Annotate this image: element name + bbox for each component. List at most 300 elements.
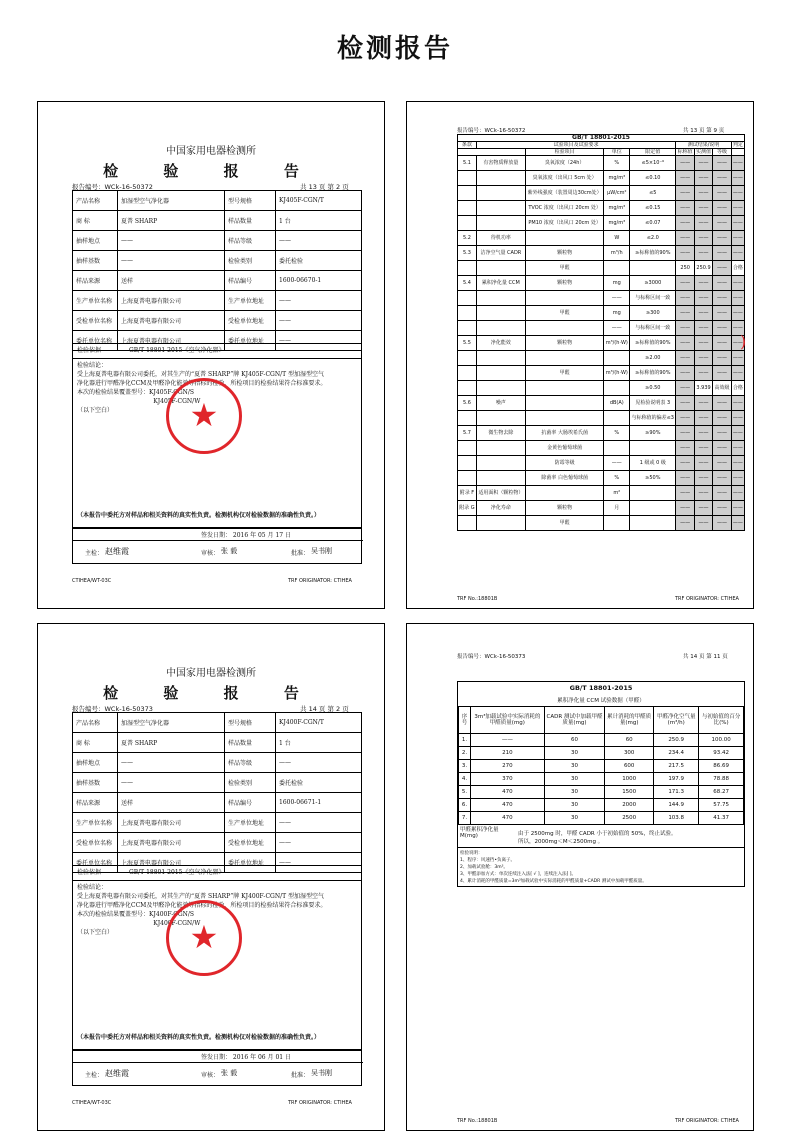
reviewer-name: 张 毅 xyxy=(221,547,238,555)
std-cell: ≤0.15 xyxy=(630,201,676,216)
std-cell: —— xyxy=(713,516,731,531)
std-row xyxy=(458,471,745,486)
info-label: 受检单位名称 xyxy=(73,833,118,853)
std-cell: —— xyxy=(694,186,712,201)
std-cell: —— xyxy=(713,351,731,366)
ccm-cell: 6. xyxy=(459,799,471,812)
std-cell xyxy=(476,471,525,486)
std-cell: m² xyxy=(604,486,630,501)
std-cell xyxy=(476,366,525,381)
std-cell: —— xyxy=(676,441,694,456)
info-label: 生产单位地址 xyxy=(225,291,276,311)
reviewer-name: 张 毅 xyxy=(221,1069,238,1077)
info-row xyxy=(73,833,362,853)
std-cell: —— xyxy=(731,216,744,231)
std-cell: —— xyxy=(676,171,694,186)
std-cell: —— xyxy=(694,366,712,381)
std-cell: —— xyxy=(713,456,731,471)
info-value: 委托检验 xyxy=(276,773,362,793)
std-cell: —— xyxy=(676,516,694,531)
std-cell xyxy=(630,261,676,276)
info-value: 1600-06671-1 xyxy=(276,793,362,813)
std-cell: —— xyxy=(694,156,712,171)
std-row xyxy=(458,516,745,531)
std-cell: —— xyxy=(713,306,731,321)
std-cell xyxy=(525,321,604,336)
std-cell: 除菌率 白色葡萄球菌 xyxy=(525,471,604,486)
sign-box xyxy=(72,528,362,564)
std-cell xyxy=(458,171,477,186)
ccm-frame xyxy=(457,681,745,887)
std-cell: 5.2 xyxy=(458,231,477,246)
ccm-cell: 5. xyxy=(459,786,471,799)
reviewer-label: 审核： xyxy=(201,550,220,557)
conclusion-line: KJ405F-CGN/W xyxy=(77,398,201,405)
ccm-cell: 57.75 xyxy=(699,799,744,812)
page-title: 检测报告 xyxy=(336,34,453,64)
std-cell xyxy=(525,396,604,411)
std-cell: 紫外线强度（装置周边30cm处） xyxy=(525,186,604,201)
ccm-cell: 234.4 xyxy=(654,747,699,760)
info-row xyxy=(73,773,362,793)
std-head: 条款 xyxy=(458,142,477,149)
std-cell: 抗菌率 大肠埃希氏菌 xyxy=(525,426,604,441)
signer-label: 主检： xyxy=(85,550,104,557)
std-cell: ≥标称值的90% xyxy=(630,336,676,351)
ccm-cell: 217.5 xyxy=(654,760,699,773)
info-label: 委托单位地址 xyxy=(225,331,276,351)
std-cell: 附录 G xyxy=(458,501,477,516)
std-cell: m³/h xyxy=(604,246,630,261)
sign-box xyxy=(72,1050,362,1086)
std-cell: —— xyxy=(676,471,694,486)
std-cell: W xyxy=(604,231,630,246)
std-cell: 甲醛 xyxy=(525,261,604,276)
std-subhead: 实测值 xyxy=(696,149,712,155)
std-cell: 适用面积（颗粒物） xyxy=(476,486,525,501)
info-label: 型号规格 xyxy=(225,191,276,211)
std-cell: —— xyxy=(694,411,712,426)
ccm-cell: 1. xyxy=(459,734,471,747)
basis-row xyxy=(72,343,362,359)
std-cell xyxy=(458,201,477,216)
info-value: 1 台 xyxy=(276,211,362,231)
std-cell: 累积净化量 CCM xyxy=(476,276,525,291)
ccm-cell: 1500 xyxy=(605,786,654,799)
std-cell: —— xyxy=(676,501,694,516)
test-notes xyxy=(460,850,647,885)
std-cell xyxy=(458,186,477,201)
info-row xyxy=(73,753,362,773)
info-value: 上海夏普电器有限公司 xyxy=(118,813,225,833)
std-cell: ≤2.0 xyxy=(630,231,676,246)
std-cell: 防霉等级 xyxy=(525,456,604,471)
std-cell xyxy=(604,516,630,531)
info-label: 样品来源 xyxy=(73,271,118,291)
info-value: —— xyxy=(118,251,225,271)
std-cell: —— xyxy=(676,321,694,336)
std-cell: 250.9 xyxy=(694,261,712,276)
std-cell: 1 级或 0 级 xyxy=(630,456,676,471)
report-number: 报告编号：WCk-16-50373 xyxy=(72,705,153,713)
std-cell xyxy=(525,291,604,306)
std-cell: —— xyxy=(676,381,694,396)
ccm-cell: 370 xyxy=(471,773,545,786)
std-cell: —— xyxy=(694,306,712,321)
ccm-head-row xyxy=(459,707,744,734)
std-cell xyxy=(476,291,525,306)
info-label: 抽样地点 xyxy=(73,231,118,251)
std-cell: 甲醛 xyxy=(525,366,604,381)
std-cell: ≥90% xyxy=(630,426,676,441)
ccm-text-1: 由于 2500mg 时，甲醛 CADR 小于初始值的 50%，终止试验。 xyxy=(518,831,677,837)
info-row xyxy=(73,291,362,311)
ccm-cell: 78.88 xyxy=(699,773,744,786)
std-cell: —— xyxy=(694,471,712,486)
ccm-cell: 30 xyxy=(544,747,605,760)
info-row xyxy=(73,733,362,753)
std-cell xyxy=(458,471,477,486)
std-cell: —— xyxy=(694,276,712,291)
info-label: 样品等级 xyxy=(225,753,276,773)
std-cell: —— xyxy=(731,276,744,291)
std-cell: —— xyxy=(694,396,712,411)
std-cell: —— xyxy=(676,156,694,171)
std-cell: mg/m³ xyxy=(604,216,630,231)
std-cell: 颗粒物 xyxy=(525,246,604,261)
std-cell: ≥300 xyxy=(630,306,676,321)
std-cell xyxy=(604,351,630,366)
std-cell: m³/(h·W) xyxy=(604,366,630,381)
info-value: 上海夏普电器有限公司 xyxy=(118,331,225,351)
std-row xyxy=(458,411,745,426)
report-sheet-1 xyxy=(37,101,385,609)
std-cell: —— xyxy=(694,351,712,366)
report-number: 报告编号：WCk-16-50372 xyxy=(457,128,526,134)
std-cell: —— xyxy=(694,201,712,216)
std-cell xyxy=(604,381,630,396)
info-label: 检验类别 xyxy=(225,251,276,271)
std-cell: —— xyxy=(731,321,744,336)
std-subhead-blank xyxy=(458,149,526,156)
std-cell: ≥2.00 xyxy=(630,351,676,366)
std-cell: —— xyxy=(731,441,744,456)
std-cell: 净化能效 xyxy=(476,336,525,351)
ccm-cell: 30 xyxy=(544,786,605,799)
issue-date: 签发日期： 2016 年 05 月 17 日 xyxy=(201,532,291,539)
ccm-row xyxy=(459,786,744,799)
institute-name: 中国家用电器检测所 xyxy=(166,146,256,157)
std-cell: 甲醛 xyxy=(525,516,604,531)
info-label: 委托单位地址 xyxy=(225,853,276,873)
info-value: 送样 xyxy=(118,793,225,813)
info-label: 样品来源 xyxy=(73,793,118,813)
std-subhead: 单位 xyxy=(604,149,630,156)
info-value: 送样 xyxy=(118,271,225,291)
std-row xyxy=(458,306,745,321)
std-cell: —— xyxy=(713,471,731,486)
basis-value: GB/T 18801-2015《空气净化器》 xyxy=(128,869,225,876)
std-cell: —— xyxy=(713,411,731,426)
std-cell: —— xyxy=(713,426,731,441)
std-cell: —— xyxy=(694,246,712,261)
info-value: KJ405F-CGN/T xyxy=(276,191,362,211)
info-label: 样品数量 xyxy=(225,733,276,753)
ccm-cell: 470 xyxy=(471,786,545,799)
std-cell xyxy=(476,201,525,216)
std-cell xyxy=(476,321,525,336)
std-row xyxy=(458,171,745,186)
std-cell: 颗粒物 xyxy=(525,501,604,516)
std-cell: —— xyxy=(731,516,744,531)
std-cell: ≥标称值的90% xyxy=(630,366,676,381)
std-cell: —— xyxy=(694,486,712,501)
info-label: 生产单位名称 xyxy=(73,291,118,311)
std-cell: —— xyxy=(713,276,731,291)
std-subhead-blank xyxy=(731,149,744,156)
std-cell: 金黄色葡萄球菌 xyxy=(525,441,604,456)
info-row xyxy=(73,211,362,231)
std-cell: —— xyxy=(713,216,731,231)
ccm-cell: 41.37 xyxy=(699,812,744,825)
ccm-data-sheet xyxy=(406,623,754,1131)
std-cell: 微生物去除 xyxy=(476,426,525,441)
std-cell xyxy=(630,486,676,501)
ccm-cell: 270 xyxy=(471,760,545,773)
std-subhead: 等级 xyxy=(713,149,731,156)
info-label: 样品编号 xyxy=(225,793,276,813)
std-cell: 3.939 xyxy=(694,381,712,396)
std-cell: —— xyxy=(676,366,694,381)
std-row xyxy=(458,246,745,261)
info-value: —— xyxy=(276,291,362,311)
std-cell: —— xyxy=(731,246,744,261)
info-label: 样品数量 xyxy=(225,211,276,231)
info-label: 抽样基数 xyxy=(73,251,118,271)
page-info: 共 14 页 第 11 页 xyxy=(683,654,728,660)
std-cell: —— xyxy=(676,216,694,231)
ccm-row xyxy=(459,734,744,747)
conclusion-line: 本次的检验结果覆盖型号：KJ400F-CGN/S xyxy=(77,911,195,918)
std-cell xyxy=(458,366,477,381)
info-row xyxy=(73,191,362,211)
std-cell xyxy=(630,441,676,456)
std-cell xyxy=(476,261,525,276)
info-value: —— xyxy=(276,753,362,773)
seal-edge-mark: ) xyxy=(740,332,747,351)
std-cell: ≤5×10⁻⁶ xyxy=(630,156,676,171)
std-cell: 与标称区间一致 xyxy=(630,321,676,336)
info-row xyxy=(73,813,362,833)
std-row xyxy=(458,156,745,171)
basis-label: 检验依据 xyxy=(77,347,102,354)
info-value: —— xyxy=(118,231,225,251)
std-cell: —— xyxy=(713,486,731,501)
std-cell: —— xyxy=(731,306,744,321)
ccm-cell: 103.8 xyxy=(654,812,699,825)
std-cell: —— xyxy=(604,456,630,471)
std-cell xyxy=(458,321,477,336)
info-value: KJ400F-CGN/T xyxy=(276,713,362,733)
std-head: 试验项目及试验要求 xyxy=(476,142,676,149)
std-cell: 与标称值的偏差≤3 xyxy=(630,411,676,426)
std-row xyxy=(458,456,745,471)
page-info: 共 13 页 第 2 页 xyxy=(300,183,349,191)
info-row xyxy=(73,231,362,251)
standard-results-sheet xyxy=(406,101,754,609)
ccm-cell: 210 xyxy=(471,747,545,760)
conclusion-line: 受上海夏普电器有限公司委托，对其生产的“夏普 SHARP”牌 KJ405F-CGN/T 型加湿型空气 xyxy=(77,371,325,378)
std-cell: —— xyxy=(731,156,744,171)
std-cell: 见检验说明表 3 xyxy=(630,396,676,411)
info-label: 抽样基数 xyxy=(73,773,118,793)
ccm-cell: 60 xyxy=(544,734,605,747)
std-cell xyxy=(476,216,525,231)
std-cell xyxy=(476,351,525,366)
std-cell: —— xyxy=(731,336,744,351)
std-cell: —— xyxy=(713,321,731,336)
approver-name: 吴书刚 xyxy=(311,1069,332,1077)
footer-right: TRF ORIGINATOR: CTIHEA xyxy=(288,578,352,584)
ccm-cell: —— xyxy=(471,734,545,747)
std-cell: 5.3 xyxy=(458,246,477,261)
footer-right: TRF ORIGINATOR: CTIHEA xyxy=(675,1118,739,1124)
std-cell xyxy=(604,441,630,456)
std-cell: 附录 F xyxy=(458,486,477,501)
std-cell: mg xyxy=(604,306,630,321)
info-label: 受检单位名称 xyxy=(73,311,118,331)
std-cell xyxy=(458,351,477,366)
note-line: 4、累计消耗的甲醛质量=3m³加载试验中实际消耗的甲醛质量+CADR 测试中加载甲醛质量。 xyxy=(460,879,647,884)
std-cell xyxy=(525,486,604,501)
std-cell: 月 xyxy=(604,501,630,516)
std-title-row xyxy=(458,135,745,142)
ccm-cell: 250.9 xyxy=(654,734,699,747)
std-cell xyxy=(604,261,630,276)
std-row xyxy=(458,351,745,366)
ccm-cell: 197.9 xyxy=(654,773,699,786)
conclusion-line: （以下空白） xyxy=(77,929,114,936)
info-table xyxy=(72,190,362,351)
std-cell: —— xyxy=(713,246,731,261)
std-cell: ≤0.07 xyxy=(630,216,676,231)
std-cell: —— xyxy=(713,396,731,411)
std-row xyxy=(458,291,745,306)
std-cell: dB(A) xyxy=(604,396,630,411)
basis-label: 检验依据 xyxy=(77,869,102,876)
std-row xyxy=(458,276,745,291)
info-label: 商 标 xyxy=(73,733,118,753)
info-row xyxy=(73,793,362,813)
std-cell: —— xyxy=(604,321,630,336)
ccm-cell: 7. xyxy=(459,812,471,825)
ccm-row xyxy=(459,812,744,825)
ccm-label: 甲醛累积净化量 M(mg) xyxy=(460,827,499,839)
std-row xyxy=(458,486,745,501)
info-value: 加湿型空气净化器 xyxy=(118,713,225,733)
conclusion-label: 检验结论： xyxy=(77,884,108,891)
info-value: 委托检验 xyxy=(276,251,362,271)
std-cell: —— xyxy=(676,306,694,321)
ccm-cell: 30 xyxy=(544,812,605,825)
ccm-cell: 470 xyxy=(471,812,545,825)
reviewer-label: 审核： xyxy=(201,1072,220,1079)
std-cell: —— xyxy=(676,291,694,306)
std-cell: % xyxy=(604,426,630,441)
info-table xyxy=(72,712,362,873)
std-cell: —— xyxy=(731,291,744,306)
ccm-cell: 600 xyxy=(605,760,654,773)
std-cell: —— xyxy=(731,186,744,201)
std-cell: —— xyxy=(731,201,744,216)
ccm-result-row xyxy=(458,824,744,848)
std-cell: —— xyxy=(713,156,731,171)
report-number: 报告编号：WCk-16-50373 xyxy=(457,654,526,660)
std-cell: 臭氧浓度（出风口 5cm 处） xyxy=(525,171,604,186)
info-value: —— xyxy=(276,833,362,853)
info-label: 样品等级 xyxy=(225,231,276,251)
std-cell: 5.1 xyxy=(458,156,477,171)
info-value: —— xyxy=(276,231,362,251)
std-cell xyxy=(525,381,604,396)
disclaimer: （本报告中委托方对样品和相关资料的真实性负责。检测机构仅对检验数据的准确性负责。） xyxy=(77,512,321,519)
info-value: 上海夏普电器有限公司 xyxy=(118,853,225,873)
std-cell: —— xyxy=(604,291,630,306)
info-value: 上海夏普电器有限公司 xyxy=(118,311,225,331)
std-cell xyxy=(476,441,525,456)
signer-name: 赵维霞 xyxy=(105,547,129,556)
note-line: 2、加载试验舱：3m³。 xyxy=(460,865,508,870)
info-label: 型号规格 xyxy=(225,713,276,733)
std-cell xyxy=(458,261,477,276)
std-cell xyxy=(525,351,604,366)
std-cell: —— xyxy=(676,456,694,471)
std-cell xyxy=(630,501,676,516)
ccm-head: CADR 测试中加载甲醛质量(mg) xyxy=(544,707,605,734)
std-subhead: 检验项目 xyxy=(525,149,604,156)
std-cell: —— xyxy=(694,441,712,456)
std-subhead-row xyxy=(458,149,745,156)
std-cell: 颗粒物 xyxy=(525,276,604,291)
std-cell: 待机功率 xyxy=(476,231,525,246)
std-cell xyxy=(604,411,630,426)
info-value: 上海夏普电器有限公司 xyxy=(118,833,225,853)
page-info: 共 13 页 第 9 页 xyxy=(683,128,725,134)
std-cell xyxy=(458,291,477,306)
std-cell: 250 xyxy=(676,261,694,276)
info-value: 夏普 SHARP xyxy=(118,211,225,231)
conclusion-line: 净化器进行甲醛净化CCM及甲醛净化能效等指标的检验，所检项目的检验结果符合标准要求。 xyxy=(77,380,327,387)
info-value: —— xyxy=(118,753,225,773)
ccm-cell: 93.42 xyxy=(699,747,744,760)
star-icon: ★ xyxy=(189,396,219,434)
conclusion-line: 本次的检验结果覆盖型号：KJ405F-CGN/S xyxy=(77,389,195,396)
info-value: 1600-06670-1 xyxy=(276,271,362,291)
ccm-table xyxy=(458,706,744,825)
info-row xyxy=(73,251,362,271)
std-cell: —— xyxy=(731,411,744,426)
ccm-head: 序号 xyxy=(459,707,471,734)
info-value: 夏普 SHARP xyxy=(118,733,225,753)
std-cell: —— xyxy=(676,246,694,261)
footer-right: TRF ORIGINATOR: CTIHEA xyxy=(288,1100,352,1106)
footer-right: TRF ORIGINATOR: CTIHEA xyxy=(675,596,739,602)
official-seal-stamp xyxy=(166,900,242,976)
std-cell: —— xyxy=(676,201,694,216)
std-cell: ≥3000 xyxy=(630,276,676,291)
info-row xyxy=(73,271,362,291)
info-value: —— xyxy=(118,773,225,793)
